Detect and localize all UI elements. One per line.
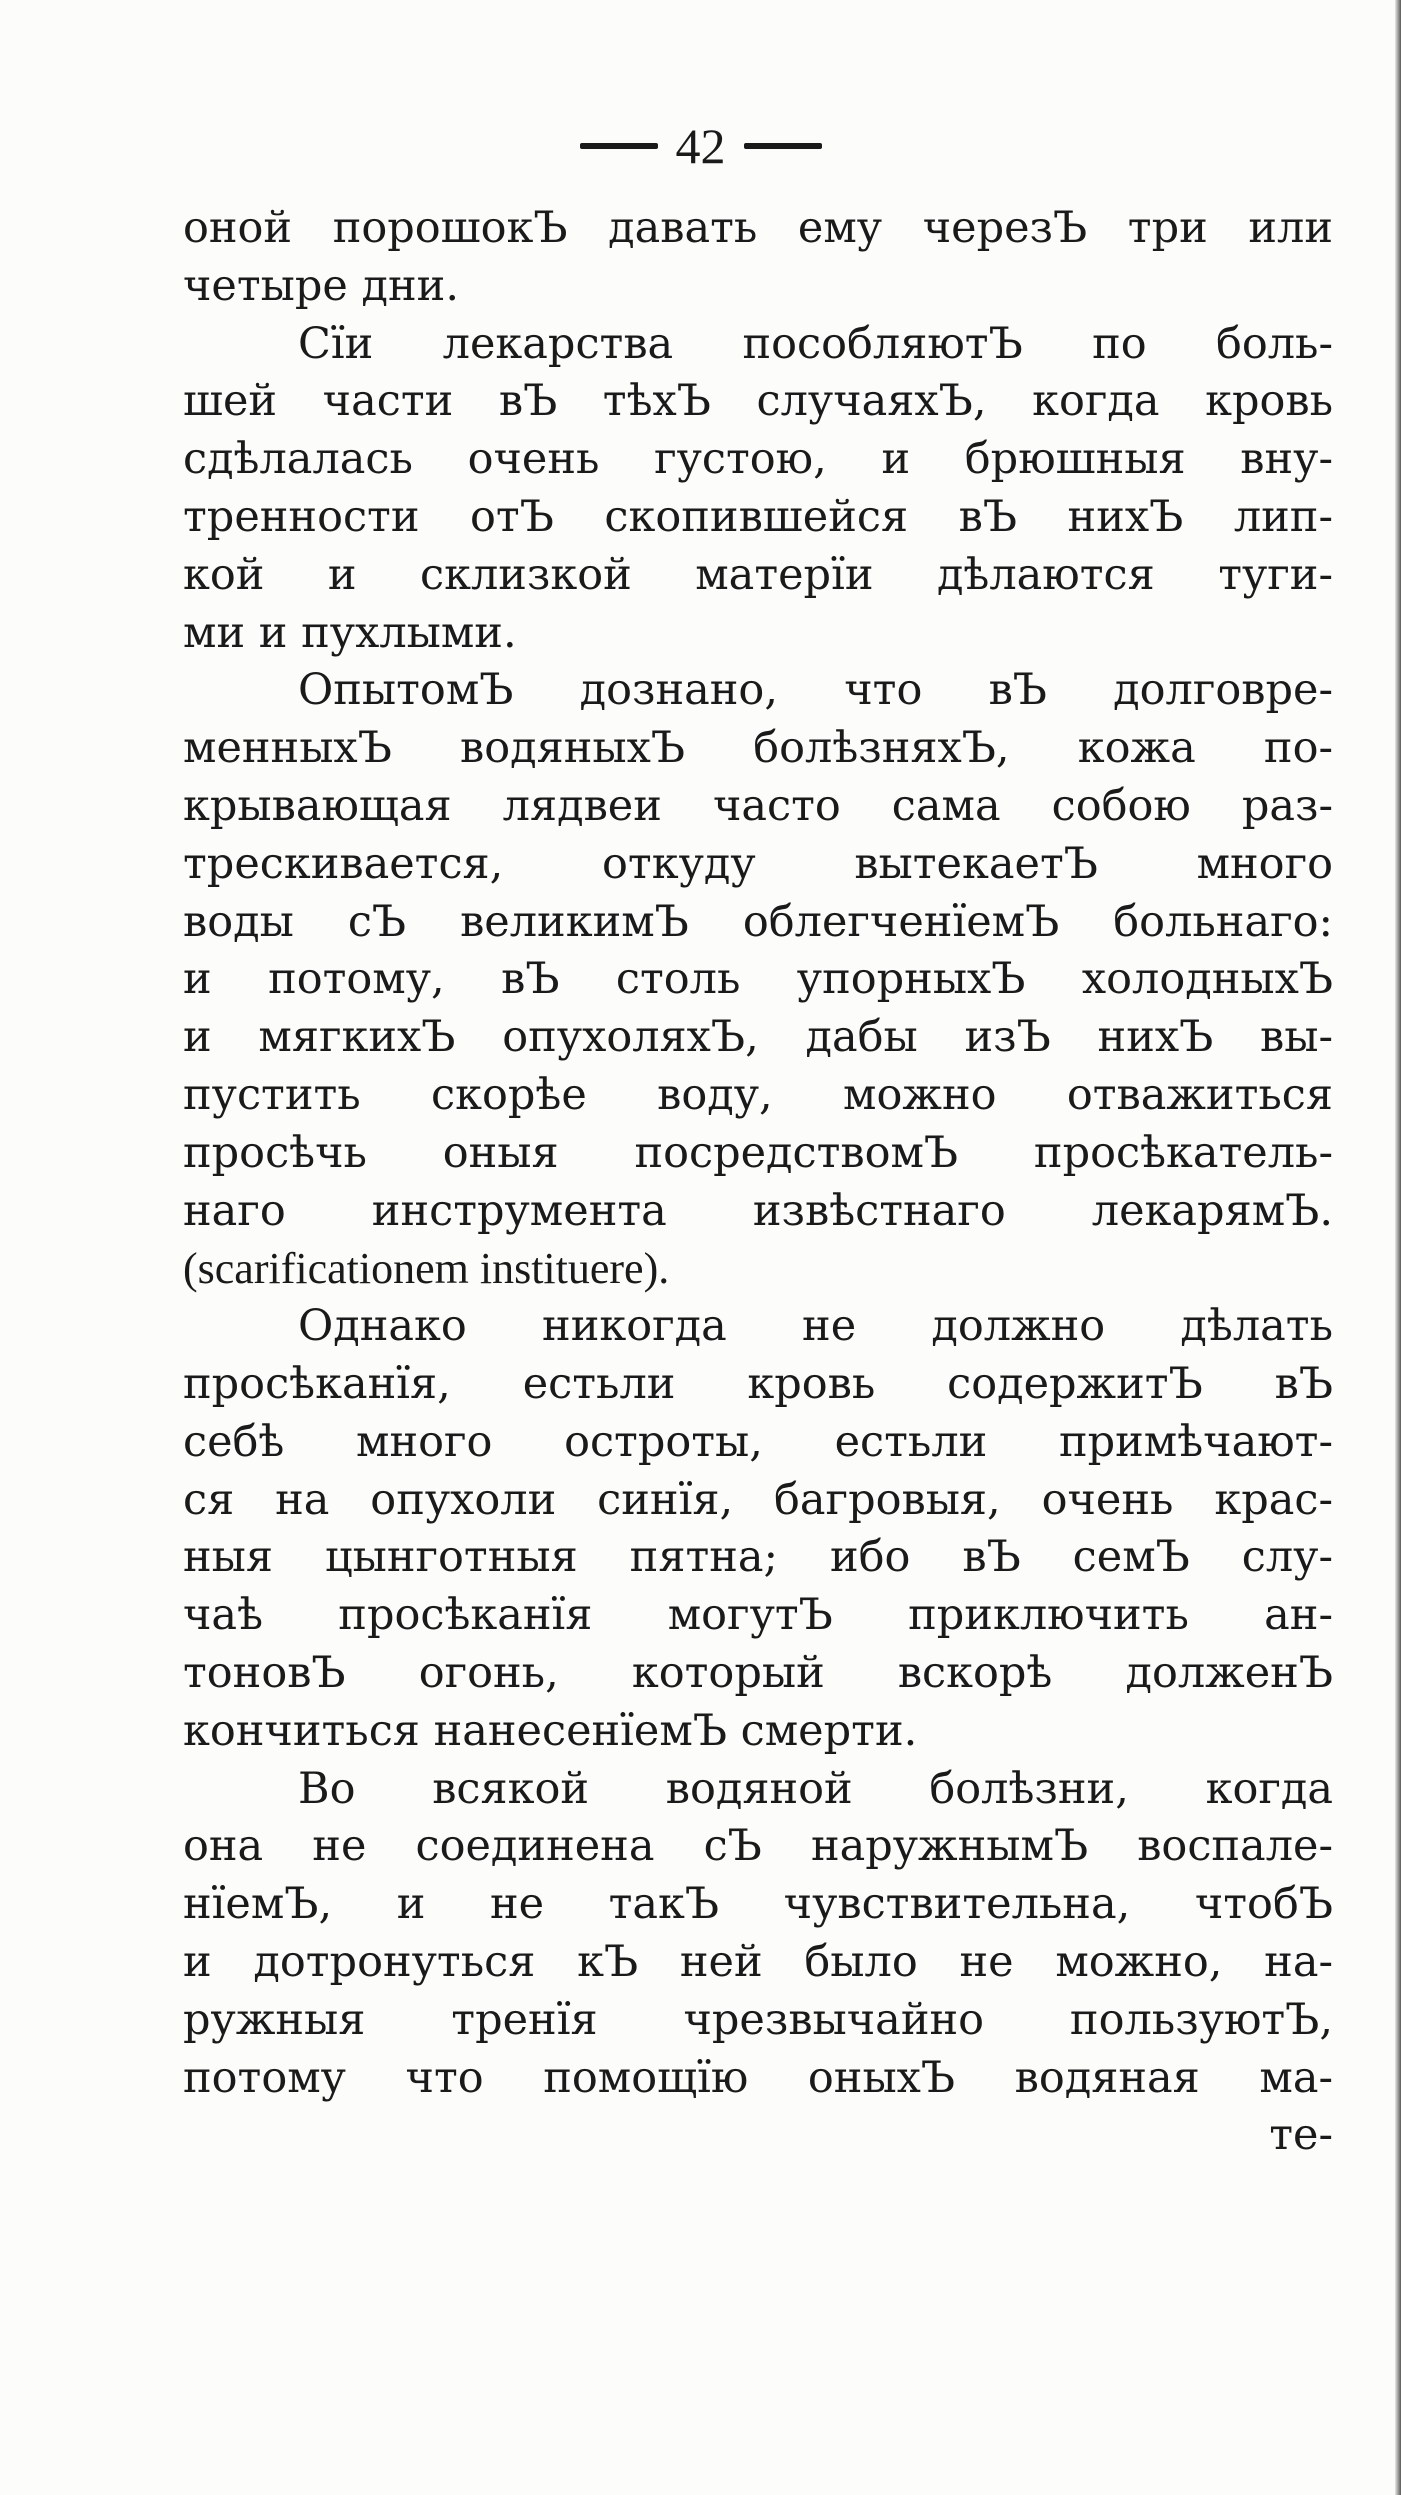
text-line: и потому, вЪ столь упорныхЪ холодныхЪ <box>183 954 1333 1005</box>
paragraph-start-line: ОпытомЪ дознано, что вЪ долговре- <box>298 665 1333 716</box>
page-number: 42 <box>675 118 726 174</box>
text-line: просѣканїя, естьли кровь содержитЪ вЪ <box>183 1358 1333 1409</box>
text-line: четыре дни. <box>183 260 459 311</box>
text-line: и мягкихЪ опухоляхЪ, дабы изЪ нихЪ вы- <box>183 1012 1333 1063</box>
page-edge-shadow <box>1395 0 1401 2495</box>
catchword: те- <box>1269 2110 1333 2161</box>
text-line: воды сЪ великимЪ облегченїемЪ больнаго: <box>183 896 1333 947</box>
text-line: ся на опухоли синїя, багровыя, очень крас- <box>183 1474 1333 1525</box>
header-rule-right <box>744 143 822 149</box>
text-line: ныя цынготныя пятна; ибо вЪ семЪ слу- <box>183 1532 1333 1583</box>
text-line: сдѣлалась очень густою, и брюшныя вну- <box>183 434 1333 485</box>
text-line: оной порошокЪ давать ему черезЪ три или <box>183 203 1333 253</box>
latin-text-line: (scarificationem instituere). <box>183 1244 670 1294</box>
paragraph-start-line: Однако никогда не должно дѣлать <box>298 1301 1333 1352</box>
text-line: шей части вЪ тѣхЪ случаяхЪ, когда кровь <box>183 376 1333 427</box>
text-line: ружныя тренїя чрезвычайно пользуютЪ, <box>183 1994 1333 2045</box>
text-line: менныхЪ водяныхЪ болѣзняхЪ, кожа по- <box>183 723 1333 774</box>
text-line: ми и пухлыми. <box>183 607 517 658</box>
text-line: крывающая лядвеи часто сама собою раз- <box>183 780 1333 831</box>
text-line: кой и склизкой матерїи дѣлаются туги- <box>183 549 1333 600</box>
paragraph-start-line: Во всякой водяной болѣзни, когда <box>298 1763 1333 1814</box>
body-text <box>183 200 1333 2165</box>
text-line: и дотронуться кЪ ней было не можно, на- <box>183 1936 1333 1987</box>
text-line: она не соединена сЪ наружнымЪ воспале- <box>183 1821 1333 1872</box>
text-line: просѣчь оныя посредствомЪ просѣкатель- <box>183 1127 1333 1178</box>
text-line: нїемЪ, и не такЪ чувствительна, чтобЪ <box>183 1879 1333 1930</box>
text-line: пустить скорѣе воду, можно отважиться <box>183 1069 1333 1120</box>
text-line: трескивается, откуду вытекаетЪ много <box>183 838 1333 889</box>
text-line: чаѣ просѣканїя могутЪ приключить ан- <box>183 1590 1333 1641</box>
text-line: наго инструмента извѣстнаго лекарямЪ. <box>183 1185 1333 1236</box>
text-line: тренности отЪ скопившейся вЪ нихЪ лип- <box>183 491 1333 542</box>
page-header <box>0 112 1401 176</box>
header-rule-left <box>580 143 658 149</box>
text-line: тоновЪ огонь, который вскорѣ долженЪ <box>183 1647 1333 1698</box>
paragraph-start-line: Сїи лекарства пособляютЪ по боль- <box>298 318 1333 369</box>
text-line: кончиться нанесенїемЪ смерти. <box>183 1705 918 1756</box>
text-line: себѣ много остроты, естьли примѣчают- <box>183 1416 1333 1467</box>
text-line: потому что помощїю оныхЪ водяная ма- <box>183 2052 1333 2103</box>
